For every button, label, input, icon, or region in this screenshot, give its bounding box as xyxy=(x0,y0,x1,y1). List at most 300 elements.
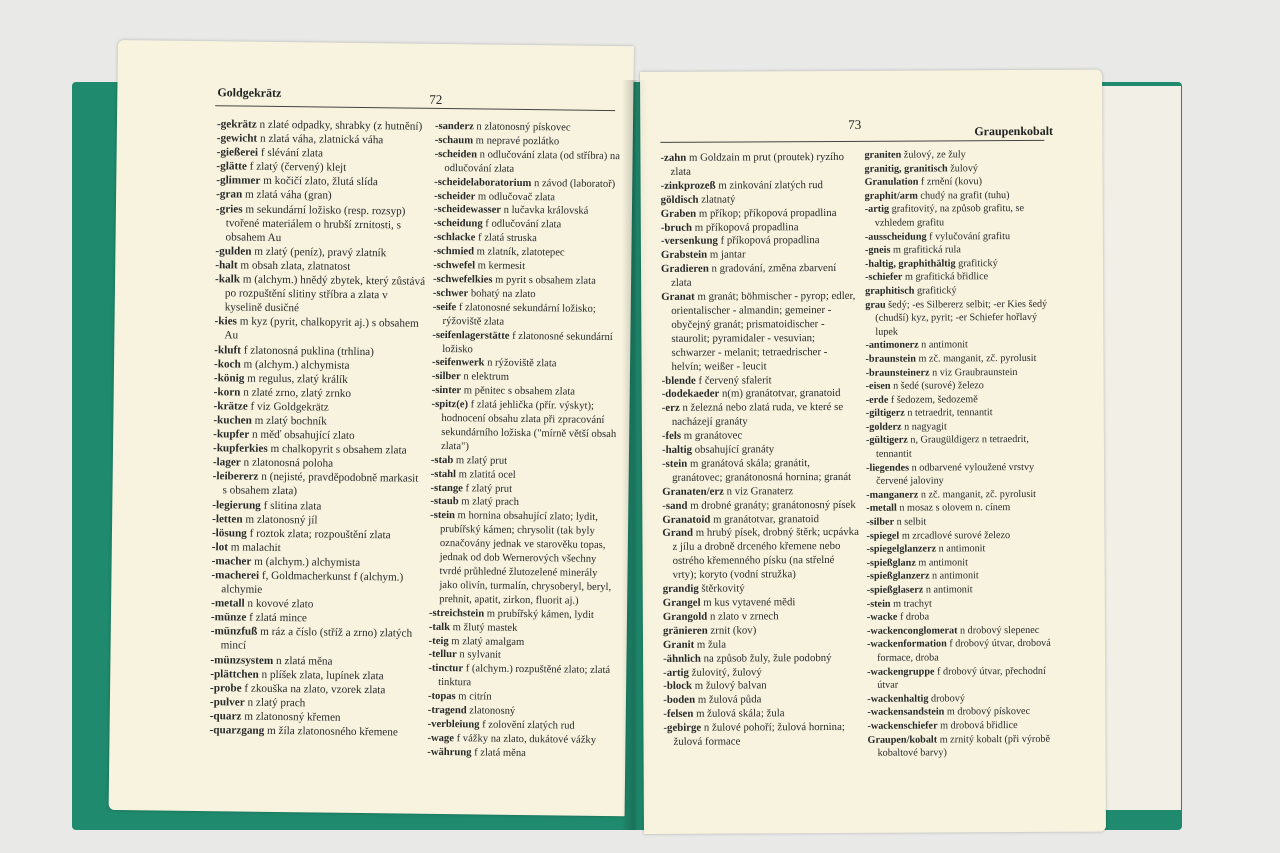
entry-headword: -spießglaserz xyxy=(866,584,924,596)
entry-definition: n kovové zlato xyxy=(247,597,314,611)
dictionary-entry xyxy=(211,625,423,656)
entry-definition: m sekundární ložisko (resp. rozsyp) tvořené materiálem o hrubší zrnitosti, s obsahem Au xyxy=(225,203,406,244)
entry-headword: -topas xyxy=(427,690,456,703)
entry-headword: -gültigerz xyxy=(865,435,908,447)
entry-definition: žulový xyxy=(950,162,979,174)
entry-headword: -artig xyxy=(864,204,890,216)
entry-headword: -könig xyxy=(213,371,245,385)
entry-definition: n gradování, změna zbarvení zlata xyxy=(671,262,837,289)
dictionary-entry xyxy=(661,193,859,208)
dictionary-entry xyxy=(865,297,1061,339)
entry-headword: -blende xyxy=(661,374,696,387)
entry-definition: m příkopová propadlina xyxy=(694,220,799,234)
dictionary-entry xyxy=(431,398,620,456)
entry-definition: m kus vytavené mědi xyxy=(703,596,796,609)
entry-headword: -stab xyxy=(430,454,454,466)
entry-definition: m kyz (pyrit, chalkopyrit aj.) s obsahem Au xyxy=(224,315,419,342)
entry-definition: m (alchym.) hnědý zbytek, který zůstává po rozpuštění slitiny stříbra a zlata v kyselině dusičné xyxy=(224,273,426,315)
entry-definition: m antimonit xyxy=(918,557,968,569)
entry-definition: m zlatý prach xyxy=(461,496,520,509)
dictionary-entry xyxy=(663,596,861,611)
dictionary-entry xyxy=(865,352,1061,367)
dictionary-entry xyxy=(663,624,861,639)
dictionary-entry xyxy=(866,460,1062,488)
dictionary-entry xyxy=(661,248,859,263)
entry-headword: -erde xyxy=(865,394,889,406)
entry-headword: -münzsystem xyxy=(210,653,274,667)
left-column-2 xyxy=(427,120,623,762)
dictionary-entry xyxy=(663,693,861,708)
entry-headword: -wackenformation xyxy=(866,638,947,651)
entry-definition: n odlučování zlata (od stříbra) na odlučování zlata xyxy=(444,149,621,175)
entry-headword: -wage xyxy=(427,732,455,745)
entry-definition: f roztok zlata; rozpouštění zlata xyxy=(249,527,391,542)
entry-definition: f slitina zlata xyxy=(263,499,322,513)
entry-headword: -sinter xyxy=(431,385,462,397)
entry-headword: -erz xyxy=(661,402,680,415)
dictionary-entry xyxy=(866,501,1062,516)
entry-definition: f zlatá mince xyxy=(249,611,308,625)
entry-headword: Grabstein xyxy=(660,248,708,262)
entry-headword: -leibererz xyxy=(212,470,259,484)
entry-headword: -artig xyxy=(663,666,689,679)
entry-definition: f odlučování zlata xyxy=(485,218,562,231)
entry-headword: -braunsteinerz xyxy=(865,366,930,379)
dictionary-entry xyxy=(866,365,1062,380)
entry-definition: f, Goldmacherkunst f (alchym.) alchymie xyxy=(221,569,404,596)
entry-headword: -lösung xyxy=(211,526,247,540)
entry-headword: -wackengruppe xyxy=(867,666,935,678)
entry-definition: f příkopová propadlina xyxy=(720,234,820,248)
entry-definition: m odlučovač zlata xyxy=(477,190,556,203)
entry-definition: m zlatonosný jíl xyxy=(245,513,318,527)
entry-definition: n zlato v zrnech xyxy=(709,610,779,623)
entry-definition: m trachyt xyxy=(893,598,932,610)
entry-definition: m (alchym.) alchymista xyxy=(254,555,361,569)
entry-headword: -gneis xyxy=(864,244,891,256)
dictionary-entry xyxy=(662,401,860,430)
entry-headword: -koch xyxy=(213,357,241,371)
dictionary-entry xyxy=(662,429,860,444)
entry-headword: Graupen/kobalt xyxy=(867,733,938,746)
entry-definition: n nagyagit xyxy=(904,421,947,433)
entry-headword: -kupfer xyxy=(213,428,250,441)
entry-definition: n šedé (surové) železo xyxy=(893,380,984,392)
dictionary-entry xyxy=(215,272,428,317)
dictionary-entry xyxy=(865,243,1061,258)
entry-headword: -münze xyxy=(210,611,247,624)
entry-definition: n plíšek zlata, lupínek zlata xyxy=(261,668,384,682)
entry-headword: -macher xyxy=(211,555,252,568)
entry-definition: grafitický xyxy=(916,285,957,297)
dictionary-entry xyxy=(662,499,860,514)
entry-headword: -lot xyxy=(211,540,229,554)
entry-headword: -wackenconglomerat xyxy=(866,625,958,637)
entry-headword: -seife xyxy=(432,301,457,313)
dictionary-entry xyxy=(662,443,860,458)
entry-definition: m grafitická břidlice xyxy=(904,271,989,283)
entry-definition: n(m) granátotvar, granatoid xyxy=(721,387,841,400)
entry-definition: m žíla zlatonosného křemene xyxy=(266,724,398,739)
entry-headword: -golderz xyxy=(865,421,902,433)
entry-headword: -pulver xyxy=(209,696,245,709)
entry-headword: -münzfuß xyxy=(210,625,258,639)
right-header-rule xyxy=(660,140,1044,143)
entry-definition: chudý na grafit (tuhu) xyxy=(920,189,1010,202)
left-column-1 xyxy=(209,117,429,740)
entry-headword: grau xyxy=(865,299,886,311)
dictionary-entry xyxy=(661,206,859,221)
entry-definition: n (nejisté, pravděpodobně markasit s obsahem zlata) xyxy=(222,471,419,498)
dictionary-entry xyxy=(212,470,424,501)
entry-headword: -seifenlagerstätte xyxy=(432,329,510,342)
entry-headword: -stahl xyxy=(430,468,457,480)
dictionary-entry xyxy=(663,707,861,722)
entry-definition: f šedozem, šedozemě xyxy=(890,393,978,406)
left-running-head: Goldgekrätz xyxy=(217,85,282,100)
dictionary-entry xyxy=(662,387,860,402)
entry-headword: -währung xyxy=(427,746,472,759)
entry-definition: m zinkování zlatých rud xyxy=(718,178,823,192)
dictionary-entry xyxy=(663,721,861,750)
dictionary-entry xyxy=(867,624,1063,639)
entry-definition: f drobový útvar, drobová formace, droba xyxy=(877,638,1051,664)
entry-definition: n žulové pohoří; žulová hornina; žulová formace xyxy=(673,721,845,748)
page-stack-edge xyxy=(1100,86,1181,810)
entry-definition: n zlatonosný pískovec xyxy=(476,121,571,134)
entry-definition: n elektrum xyxy=(463,371,510,384)
dictionary-entry xyxy=(867,556,1063,571)
entry-headword: -schmied xyxy=(433,246,475,258)
entry-definition: n zlatonosná poloha xyxy=(243,456,334,470)
entry-headword: -seifenwerk xyxy=(432,357,485,369)
entry-definition: m drobová břidlice xyxy=(940,719,1018,732)
entry-definition: m grafitická rula xyxy=(892,244,961,256)
entry-definition: šedý; -es Silbererz selbit; -er Kies šedý (chudší) kyz, pyrit; -er Schiefer hořlavý lupek xyxy=(875,298,1048,338)
entry-headword: -wackenhaltig xyxy=(867,693,929,705)
dictionary-entry xyxy=(429,509,618,609)
entry-headword: -gekrätz xyxy=(216,118,257,131)
entry-headword: -krätze xyxy=(213,400,248,413)
entry-headword: -ausscheidung xyxy=(864,231,927,243)
entry-headword: -gewicht xyxy=(216,132,258,145)
dictionary-entry xyxy=(662,512,860,527)
entry-definition: grafitovitý, na způsob grafitu, se vzhledem grafitu xyxy=(874,203,1025,229)
entry-headword: -dodekaeder xyxy=(661,387,720,401)
dictionary-entry xyxy=(865,229,1061,244)
entry-definition: m pěnitec s obsahem zlata xyxy=(463,385,576,398)
entry-headword: göldisch xyxy=(660,193,699,206)
entry-headword: -halt xyxy=(215,259,238,272)
entry-definition: zlatonosný xyxy=(469,705,516,717)
right-page xyxy=(640,70,1106,834)
entry-headword: -schwefelkies xyxy=(433,273,493,286)
entry-headword: Gradieren xyxy=(661,262,709,276)
entry-definition: m zlatník, zlatotepec xyxy=(476,246,565,259)
entry-definition: m granátová skála; granátit, granátovec; granátonosná hornina; granát xyxy=(672,457,852,484)
entry-definition: m malachit xyxy=(230,541,281,554)
entry-headword: -zinkprozeß xyxy=(660,179,716,192)
entry-definition: f vážky na zlato, dukátové vážky xyxy=(456,733,597,746)
entry-definition: m žulová půda xyxy=(697,693,762,707)
entry-definition: m nepravé pozlátko xyxy=(475,135,560,148)
entry-definition: f droba xyxy=(899,611,930,623)
entry-definition: n viz Granaterz xyxy=(726,484,794,498)
entry-headword: -haltig, graphithältig xyxy=(864,258,956,270)
entry-headword: -silber xyxy=(866,516,895,528)
entry-headword: -schwer xyxy=(432,287,469,300)
entry-definition: zlatnatý xyxy=(701,193,736,206)
entry-headword: -gran xyxy=(216,188,243,201)
entry-definition: f zlatonosné sekundární ložisko; rýžoviště zlata xyxy=(442,301,596,328)
right-running-head: Graupenkobalt xyxy=(974,123,1054,139)
entry-headword: -schiefer xyxy=(865,271,903,284)
entry-headword: -fels xyxy=(661,429,682,443)
entry-headword: -tellur xyxy=(428,649,457,661)
dictionary-entry xyxy=(866,420,1062,435)
entry-headword: -stange xyxy=(430,482,463,494)
dictionary-entry xyxy=(663,582,861,597)
entry-headword: -staub xyxy=(430,496,459,508)
entry-definition: n antimonit xyxy=(925,584,973,596)
dictionary-entry xyxy=(661,262,859,291)
right-page-number: 73 xyxy=(848,116,862,132)
entry-headword: -spiegel xyxy=(866,530,900,542)
entry-headword: -ähnlich xyxy=(663,652,701,665)
entry-definition: n zč. manganit, zč. pyrolusit xyxy=(920,488,1037,501)
entry-definition: f drobový útvar, přechodní útvar xyxy=(877,665,1046,691)
entry-headword: -eisen xyxy=(865,380,891,392)
entry-headword: -gulden xyxy=(215,245,252,258)
entry-definition: f zlatý prut xyxy=(465,482,513,495)
entry-headword: -boden xyxy=(663,694,696,707)
entry-headword: -kluft xyxy=(214,343,242,357)
entry-headword: -stein xyxy=(430,510,455,522)
entry-definition: m kermesit xyxy=(477,260,526,273)
entry-headword: -korn xyxy=(213,385,241,399)
entry-headword: -legierung xyxy=(212,498,261,512)
entry-definition: m žulový balvan xyxy=(694,679,767,693)
entry-headword: -braunstein xyxy=(865,353,916,365)
entry-headword: -manganerz xyxy=(866,489,919,501)
entry-headword: granitig, granitisch xyxy=(864,162,948,175)
dictionary-entry xyxy=(865,189,1061,204)
entry-headword: -spitz(e) xyxy=(431,398,469,411)
entry-headword: -quarz xyxy=(209,710,242,723)
entry-definition: m zlatý prut xyxy=(455,454,508,467)
entry-headword: -wacke xyxy=(866,611,898,624)
entry-definition: f vylučování grafitu xyxy=(929,230,1011,243)
dictionary-entry xyxy=(867,610,1063,625)
entry-definition: m zrcadlové surové železo xyxy=(901,529,1011,542)
entry-headword: -glimmer xyxy=(216,174,261,188)
entry-definition: m žulová skála; žula xyxy=(696,707,785,720)
entry-definition: f zkouška na zlato, vzorek zlata xyxy=(244,682,386,697)
dictionary-entry xyxy=(867,596,1063,611)
entry-headword: -gebirge xyxy=(663,721,702,735)
entry-definition: f zlatonosná puklina (trhlina) xyxy=(243,344,374,358)
entry-headword: -stein xyxy=(866,598,891,610)
entry-headword: Granat xyxy=(661,290,695,303)
entry-headword: Granatoid xyxy=(662,513,711,526)
dictionary-entry xyxy=(661,220,859,235)
entry-headword: graniten xyxy=(864,149,902,161)
entry-headword: -scheider xyxy=(434,190,476,202)
dictionary-entry xyxy=(661,234,859,249)
entry-headword: Grangel xyxy=(662,596,701,609)
entry-headword: -gießerei xyxy=(216,146,259,159)
dictionary-entry xyxy=(662,457,860,486)
entry-definition: n, Graugüldigerz n tetraedrit, tennantit xyxy=(875,434,1029,460)
entry-definition: n viz Graubraunstein xyxy=(932,366,1018,378)
entry-headword: -spießglanz xyxy=(866,557,916,569)
entry-headword: Granaten/erz xyxy=(662,485,724,498)
entry-definition: f zlatá měna xyxy=(474,747,526,759)
entry-headword: Grangold xyxy=(662,610,708,623)
entry-definition: m zlatý amalgam xyxy=(451,635,525,648)
dictionary-entry xyxy=(866,542,1062,557)
entry-definition: f zrnění (kovu) xyxy=(920,176,983,188)
entry-definition: n zlaté zrno, zlatý zrnko xyxy=(243,386,352,400)
entry-headword: -liegendes xyxy=(866,462,910,474)
dictionary-entry xyxy=(867,732,1063,760)
entry-definition: n železná nebo zlatá ruda, ve které se nacházejí granáty xyxy=(671,401,844,429)
entry-definition: na způsob žuly, žule podobný xyxy=(703,651,832,665)
entry-definition: zrnit (kov) xyxy=(710,624,757,637)
entry-definition: f červený sfalerit xyxy=(698,373,772,387)
entry-definition: m regulus, zlatý králík xyxy=(247,372,348,386)
book-gutter xyxy=(622,80,648,830)
entry-definition: m kočičí zlato, žlutá slída xyxy=(263,175,378,189)
dictionary-entry xyxy=(866,379,1062,394)
entry-headword: -zahn xyxy=(660,151,687,164)
entry-definition: m ráz a číslo (stříž a zrno) zlatých mincí xyxy=(220,626,413,653)
entry-headword: -antimonerz xyxy=(865,339,919,352)
dictionary-entry xyxy=(663,651,861,666)
entry-definition: f slévání zlata xyxy=(260,146,324,160)
dictionary-entry xyxy=(662,485,860,500)
entry-definition: m citrín xyxy=(458,691,492,703)
entry-headword: Grand xyxy=(662,527,694,540)
entry-definition: m prubířský kámen, lydit xyxy=(486,608,594,621)
entry-definition: m drobový pískovec xyxy=(946,706,1031,718)
dictionary-entry xyxy=(214,315,426,346)
dictionary-entry xyxy=(867,637,1063,665)
entry-headword: -schaum xyxy=(434,134,474,147)
entry-definition: n zlatá váha, zlatnická váha xyxy=(259,132,384,147)
dictionary-entry xyxy=(865,270,1061,285)
entry-definition: štěrkovitý xyxy=(701,582,745,595)
entry-headword: Granulation xyxy=(864,176,919,189)
dictionary-entry xyxy=(866,488,1062,503)
right-column-1 xyxy=(660,151,861,750)
entry-definition: n zlatý prach xyxy=(247,696,306,710)
entry-definition: žulový, ze žuly xyxy=(903,149,966,161)
entry-headword: -tinctur xyxy=(428,663,464,675)
entry-headword: -scheidewasser xyxy=(433,204,502,217)
entry-headword: -macherei xyxy=(211,569,260,582)
entry-headword: graphit/arm xyxy=(864,190,918,202)
entry-headword: -block xyxy=(663,680,693,693)
entry-headword: Granit xyxy=(662,638,695,651)
dictionary-entry xyxy=(865,175,1061,190)
entry-definition: žulovitý, žulový xyxy=(691,665,762,679)
entry-headword: -plättchen xyxy=(210,667,259,681)
entry-headword: -teig xyxy=(428,635,449,647)
dictionary-entry xyxy=(865,284,1061,299)
entry-headword: -schwefel xyxy=(433,259,476,272)
entry-definition: m žlutý mastek xyxy=(452,621,518,634)
entry-headword: gränieren xyxy=(662,624,708,637)
dictionary-entry xyxy=(866,392,1062,407)
entry-headword: -quarzgang xyxy=(209,724,265,737)
left-page-number: 72 xyxy=(429,91,443,107)
entry-headword: -sanderz xyxy=(434,120,474,133)
entry-definition: n závod (laboratoř) xyxy=(533,177,616,190)
entry-definition: n měď obsahující zlato xyxy=(251,428,355,442)
dictionary-entry xyxy=(864,161,1060,176)
entry-headword: -stein xyxy=(662,457,688,470)
dictionary-entry xyxy=(867,583,1063,598)
entry-headword: -scheidung xyxy=(433,218,483,230)
dictionary-entry xyxy=(867,692,1063,707)
entry-headword: -schlacke xyxy=(433,232,476,244)
entry-headword: -silber xyxy=(431,371,461,383)
entry-definition: n zlaté odpadky, shrabky (z hutnění) xyxy=(259,118,423,133)
entry-definition: grafitický xyxy=(958,257,998,270)
entry-definition: m granát; böhmischer - pyrop; edler, orientalischer - almandin; gemeiner - obyčejný granát; prismatoidischer - staurolit; pyramidaler - vesuvian; schwarzer - melanit; tetraedrischer - helvín; weißer - leucit xyxy=(671,289,856,373)
dictionary-entry xyxy=(867,719,1063,734)
entry-definition: f zolovění zlatých rud xyxy=(482,719,575,732)
entry-definition: f viz Goldgekrätz xyxy=(250,400,329,414)
dictionary-entry xyxy=(427,746,615,762)
entry-headword: -metall xyxy=(866,503,897,515)
entry-definition: m zlatý (peníz), pravý zlatník xyxy=(254,245,387,260)
entry-definition: m obsah zlata, zlatnatost xyxy=(240,259,351,273)
dictionary-entry xyxy=(661,179,859,194)
entry-headword: -wackenschiefer xyxy=(867,720,938,732)
dictionary-entry xyxy=(662,373,860,388)
entry-headword: -giltigerz xyxy=(865,407,905,420)
dictionary-entry xyxy=(663,665,861,680)
dictionary-entry xyxy=(661,290,859,374)
entry-headword: -scheidelaboratorium xyxy=(434,176,532,189)
entry-headword: -kies xyxy=(214,315,238,328)
entry-definition: n zlatá měna xyxy=(275,654,333,668)
dictionary-entry xyxy=(867,664,1063,692)
entry-headword: -gries xyxy=(215,202,243,216)
dictionary-entry xyxy=(866,515,1062,530)
dictionary-entry xyxy=(865,202,1061,230)
entry-headword: -kalk xyxy=(215,273,241,286)
dictionary-entry xyxy=(864,148,1060,163)
dictionary-entry xyxy=(663,638,861,653)
entry-headword: -lager xyxy=(212,456,241,469)
dictionary-entry xyxy=(866,528,1062,543)
entry-headword: -felsen xyxy=(663,707,694,721)
entry-definition: f zlatonosné sekundární ložisko xyxy=(442,330,613,355)
entry-definition: m hrubý písek, drobný štěrk; ucpávka z jílu a drobně drceného křemene nebo ostrého křemenného písku (na střelné vrty); koryto (vodní stružka) xyxy=(672,526,859,582)
dictionary-entry xyxy=(865,338,1061,353)
entry-definition: f (alchym.) rozpuštěné zlato; zlatá tinktura xyxy=(438,663,611,689)
entry-headword: -metall xyxy=(211,597,245,610)
entry-definition: m chalkopyrit s obsahem zlata xyxy=(270,443,407,457)
entry-definition: n lučavka královská xyxy=(503,205,589,218)
entry-headword: -wackensandstein xyxy=(867,706,945,719)
entry-definition: n tetraedrit, tennantit xyxy=(907,407,993,419)
entry-definition: m příkop; příkopová propadlina xyxy=(698,206,837,220)
entry-definition: m zrnitý kobalt (při výrobě kobaltové barvy) xyxy=(877,733,1051,759)
